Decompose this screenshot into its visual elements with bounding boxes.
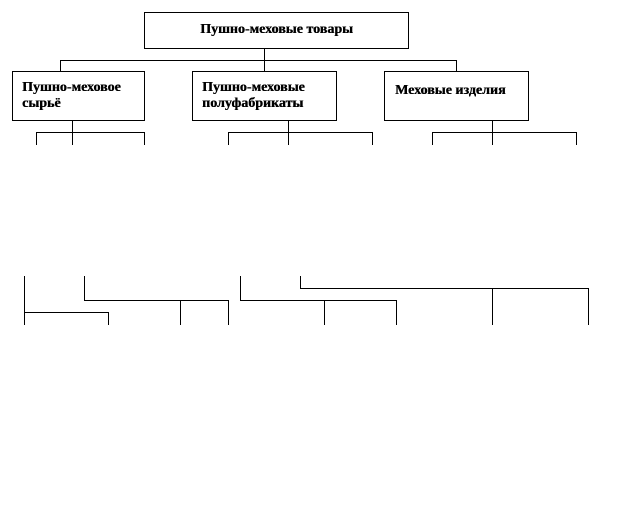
category-node-semi-finished-label: Пушно-меховые полуфабрикаты xyxy=(202,80,305,111)
category-node-fur-products-label: Меховые изделия xyxy=(395,83,506,98)
root-node-label: Пушно-меховые товары xyxy=(200,22,353,37)
category-node-raw-fur-label: Пушно-меховое сырьё xyxy=(22,80,121,111)
